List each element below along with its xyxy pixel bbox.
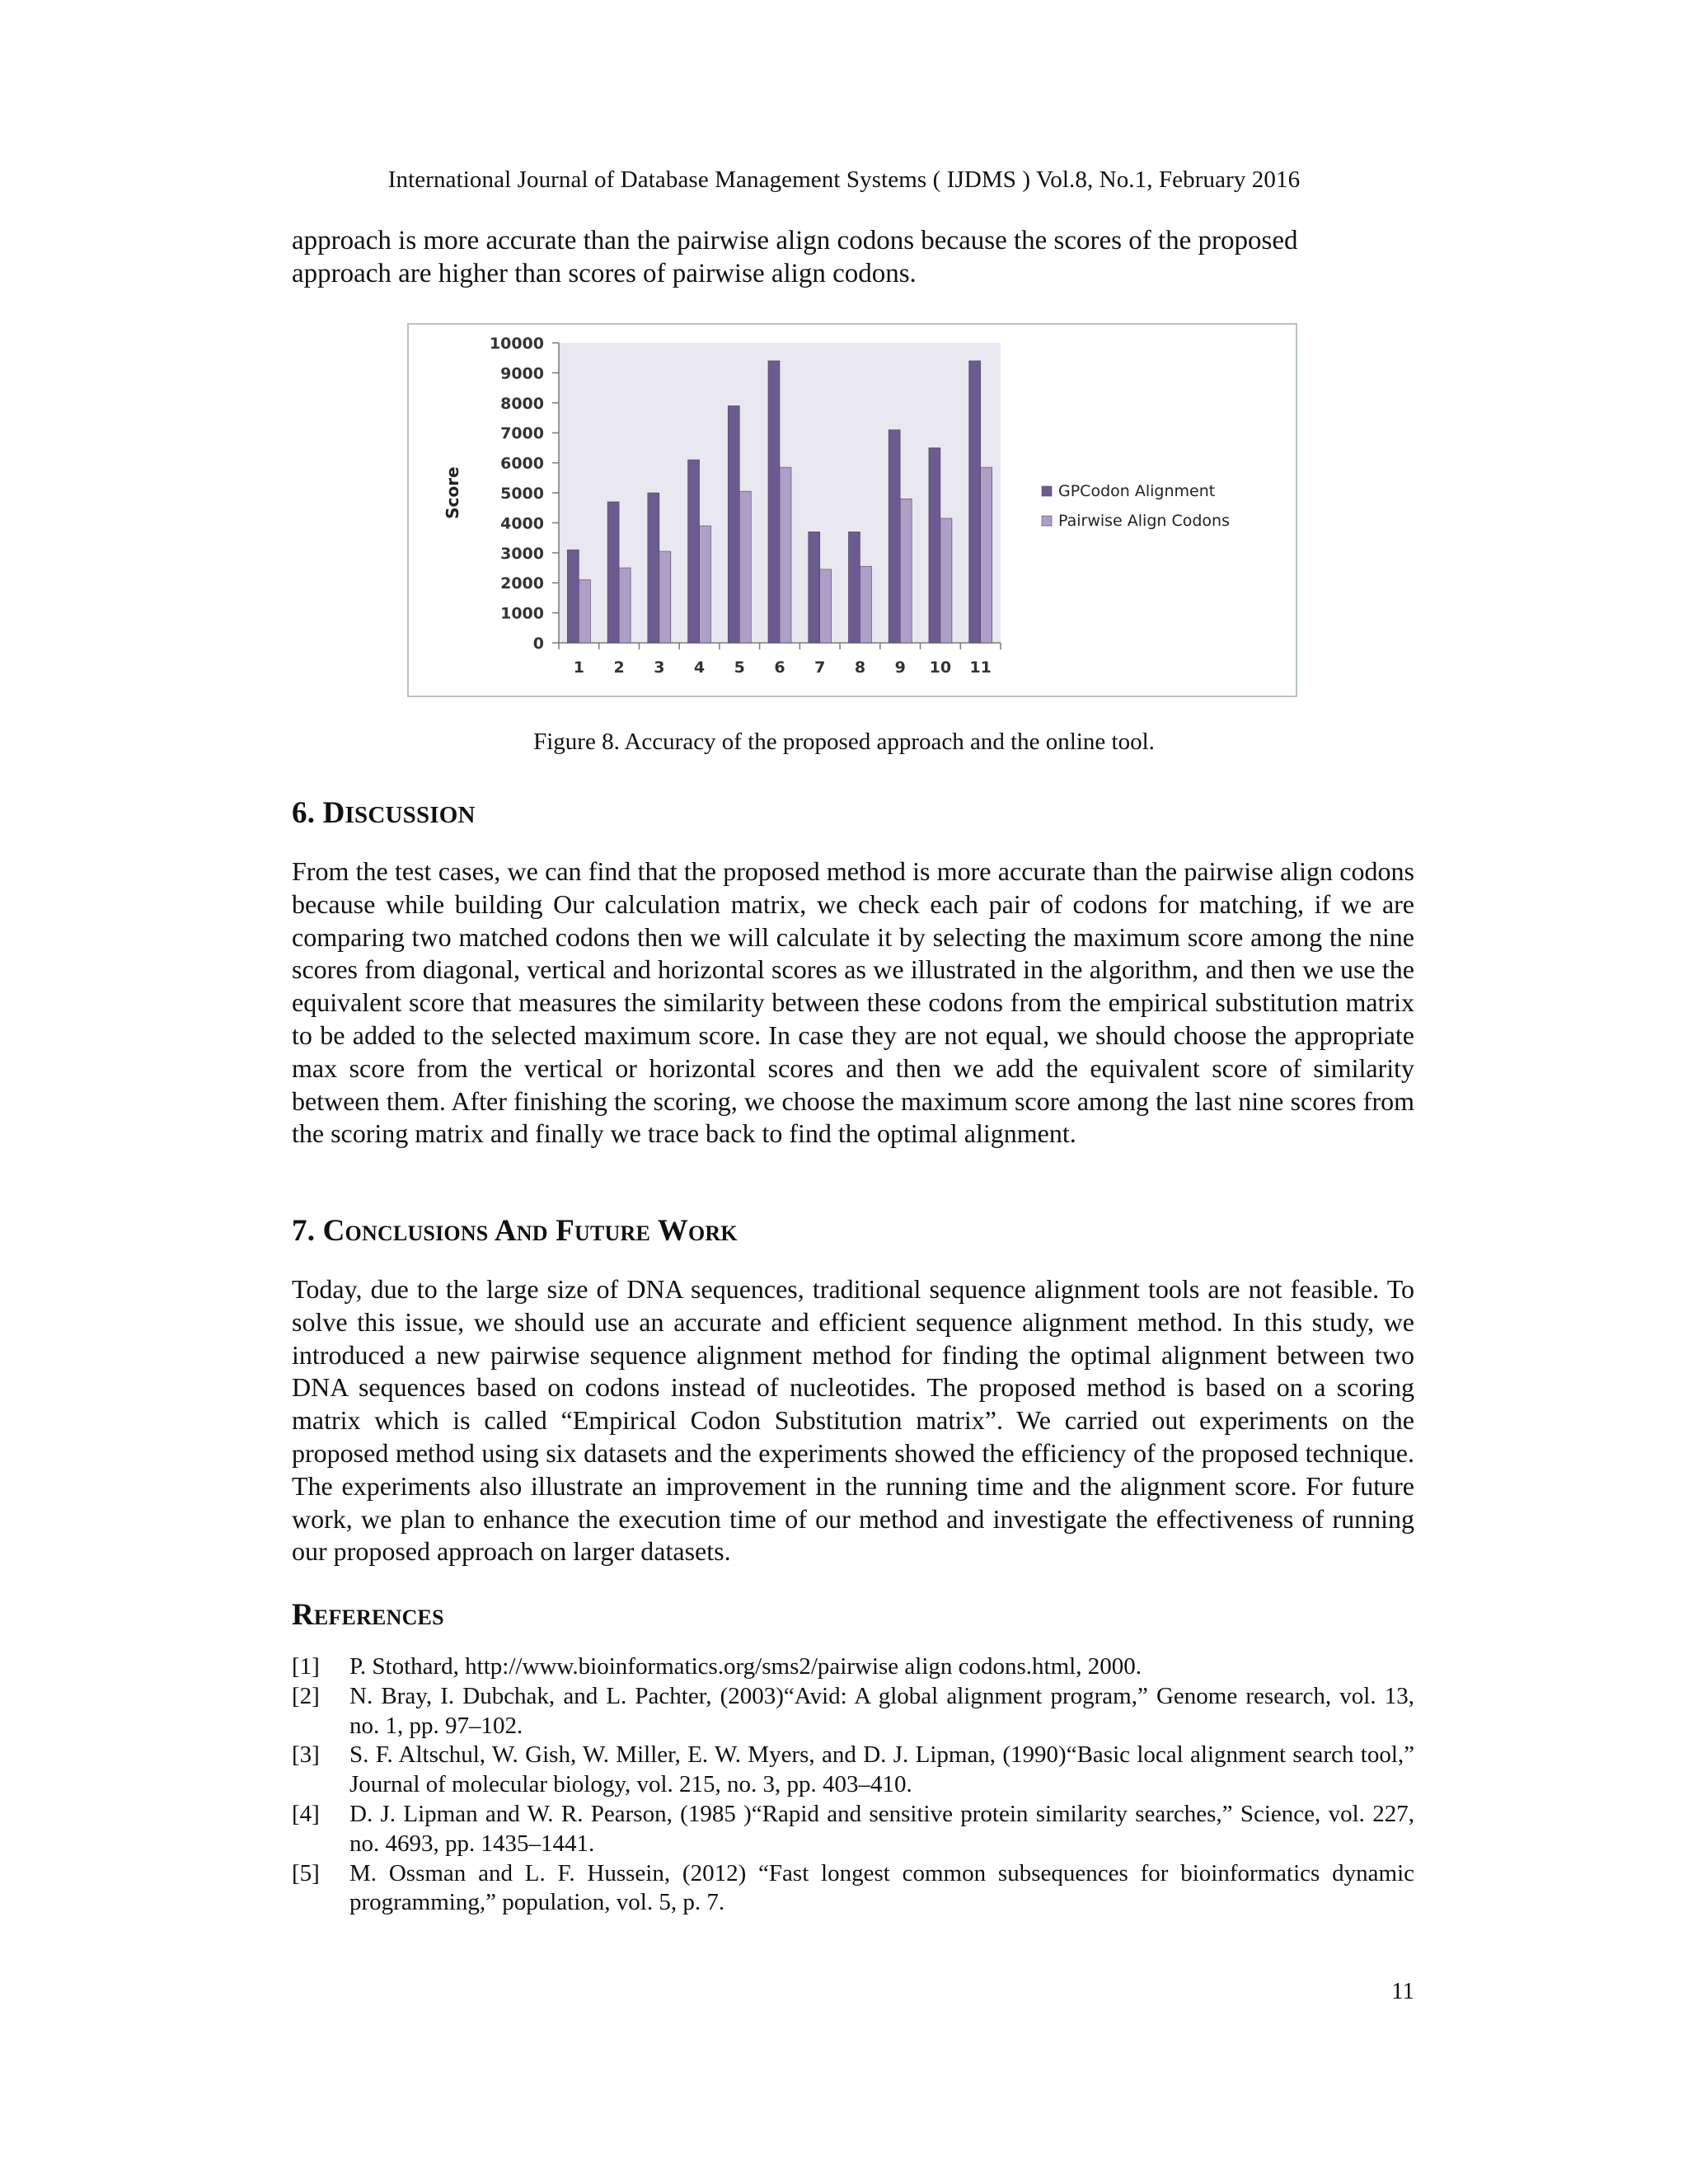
section-title-initial: D	[322, 796, 345, 830]
legend-label: GPCodon Alignment	[1058, 482, 1216, 500]
reference-number: [3]	[292, 1741, 320, 1769]
legend-swatch	[1042, 516, 1052, 526]
x-tick-label: 6	[774, 658, 785, 677]
section-title: References	[292, 1598, 444, 1632]
y-tick-label: 2000	[500, 574, 544, 593]
section-conclusions	[292, 1213, 1414, 1568]
bar-pairwise	[820, 569, 832, 643]
reference-text: D. J. Lipman and W. R. Pearson, (1985 )“Rapid and sensitive protein similarity searches,” Science, vol. 227, no. 4693, pp. 1435–1441.	[349, 1800, 1414, 1857]
figure-caption: Figure 8. Accuracy of the proposed approach and the online tool.	[533, 729, 1155, 755]
y-tick-label: 10000	[489, 335, 544, 353]
reference-text: P. Stothard, http://www.bioinformatics.org/sms2/pairwise align codons.html, 2000.	[349, 1653, 1142, 1680]
y-tick-label: 0	[532, 635, 544, 653]
x-tick-label: 4	[693, 658, 706, 677]
reference-number: [4]	[292, 1800, 320, 1827]
bar-gpcodon	[969, 361, 981, 643]
x-tick-label: 5	[734, 658, 745, 677]
bar-chart	[409, 325, 1296, 696]
legend-label: Pairwise Align Codons	[1058, 512, 1230, 530]
intro-paragraph	[292, 224, 1347, 290]
y-tick-label: 6000	[500, 454, 544, 473]
x-tick-label: 8	[854, 658, 866, 677]
page-number: 11	[1391, 1978, 1414, 2004]
section-number: 7.	[292, 1214, 316, 1248]
y-tick-label: 4000	[500, 514, 544, 533]
reference-item	[292, 1741, 1414, 1800]
section-number: 6.	[292, 796, 316, 830]
bar-gpcodon	[889, 430, 900, 643]
bar-pairwise	[659, 551, 671, 643]
x-tick-label: 9	[894, 658, 906, 677]
y-tick-label: 3000	[500, 544, 544, 563]
discussion-paragraph: From the test cases, we can find that the proposed method is more accurate than the pairwise align codons because while building Our calculation matrix, we check each pair of codons for matching, if we are comparing two matched codons then we will calculate it by selecting the maximum score among the nine scores from diagonal, vertical and horizontal scores as we illustrated in the algorithm, and then we use the equivalent score that measures the similarity between these codons from the empirical substitution matrix to be added to the selected maximum score. In case they are not equal, we should choose the appropriate max score from the vertical or horizontal scores and then we add the equivalent score of similarity between them. After finishing the scoring, we choose the maximum score among the last nine scores from the scoring matrix and finally we trace back to find the optimal alignment.	[292, 856, 1414, 1149]
bar-pairwise	[860, 566, 871, 643]
section-discussion	[292, 795, 1414, 1151]
reference-number: [1]	[292, 1653, 320, 1680]
bar-pairwise	[619, 568, 631, 643]
x-tick-label: 3	[654, 658, 665, 677]
bar-gpcodon	[648, 493, 659, 643]
section-heading-references	[292, 1597, 1414, 1633]
reference-text: M. Ossman and L. F. Hussein, (2012) “Fast longest common subsequences for bioinformatics dynamic programming,” population, vol. 5, p. 7.	[349, 1859, 1414, 1916]
legend-swatch	[1042, 486, 1052, 496]
y-axis-title: Score	[443, 466, 462, 519]
y-tick-label: 9000	[500, 364, 544, 383]
bar-pairwise	[900, 499, 912, 643]
y-tick-label: 5000	[500, 485, 544, 503]
bar-pairwise	[739, 491, 751, 643]
x-tick-label: 11	[969, 658, 992, 677]
reference-number: [5]	[292, 1859, 320, 1886]
bar-gpcodon	[929, 448, 940, 643]
bar-pairwise	[981, 467, 992, 643]
reference-item	[292, 1652, 1414, 1682]
reference-number: [2]	[292, 1682, 320, 1709]
x-tick-label: 10	[929, 658, 952, 677]
bar-gpcodon	[768, 361, 780, 643]
reference-item	[292, 1800, 1414, 1859]
bar-gpcodon	[809, 532, 820, 643]
y-tick-label: 1000	[500, 604, 544, 623]
bar-gpcodon	[848, 532, 860, 643]
bar-pairwise	[579, 580, 590, 643]
section-references-heading	[292, 1597, 1414, 1633]
section-heading-conclusions	[292, 1213, 1414, 1249]
bar-pairwise	[940, 518, 952, 643]
x-tick-label: 1	[573, 658, 584, 677]
bar-gpcodon	[688, 460, 700, 643]
bar-pairwise	[780, 467, 791, 643]
reference-text: N. Bray, I. Dubchak, and L. Pachter, (2003)“Avid: A global alignment program,” Genome research, vol. 13, no. 1, pp. 97–102.	[349, 1682, 1414, 1739]
y-tick-label: 8000	[500, 394, 544, 413]
references-list	[292, 1652, 1414, 1918]
reference-item	[292, 1682, 1414, 1741]
bar-pairwise	[700, 526, 711, 643]
x-tick-label: 7	[814, 658, 826, 677]
x-tick-label: 2	[613, 658, 625, 677]
bar-gpcodon	[567, 550, 579, 643]
section-heading-discussion	[292, 795, 1414, 831]
intro-text: approach is more accurate than the pairwise align codons because the scores of the proposed approach are higher than scores of pairwise align codons.	[292, 226, 1298, 288]
reference-item	[292, 1859, 1414, 1919]
section-title-rest: ISCUSSION	[345, 802, 476, 828]
running-header: International Journal of Database Management Systems ( IJDMS ) Vol.8, No.1, February 2016	[387, 166, 1301, 193]
section-title: Conclusions And Future Work	[322, 1214, 738, 1248]
bar-gpcodon	[728, 405, 739, 643]
figure-8	[407, 323, 1297, 697]
conclusions-paragraph: Today, due to the large size of DNA sequences, traditional sequence alignment tools are not feasible. To solve this issue, we should use an accurate and efficient sequence alignment method. In this study, we introduced a new pairwise sequence alignment method for finding the optimal alignment between two DNA sequences based on codons instead of nucleotides. The proposed method is based on a scoring matrix which is called “Empirical Codon Substitution matrix”. We carried out experiments on the proposed method using six datasets and the experiments showed the efficiency of the proposed technique. The experiments also illustrate an improvement in the running time and the alignment score. For future work, we plan to enhance the execution time of our method and investigate the effectiveness of running our proposed approach on larger datasets.	[292, 1274, 1414, 1567]
y-tick-label: 7000	[500, 424, 544, 443]
bar-gpcodon	[607, 502, 619, 643]
reference-text: S. F. Altschul, W. Gish, W. Miller, E. W. Myers, and D. J. Lipman, (1990)“Basic local alignment search tool,” Journal of molecular biology, vol. 215, no. 3, pp. 403–410.	[349, 1741, 1414, 1798]
